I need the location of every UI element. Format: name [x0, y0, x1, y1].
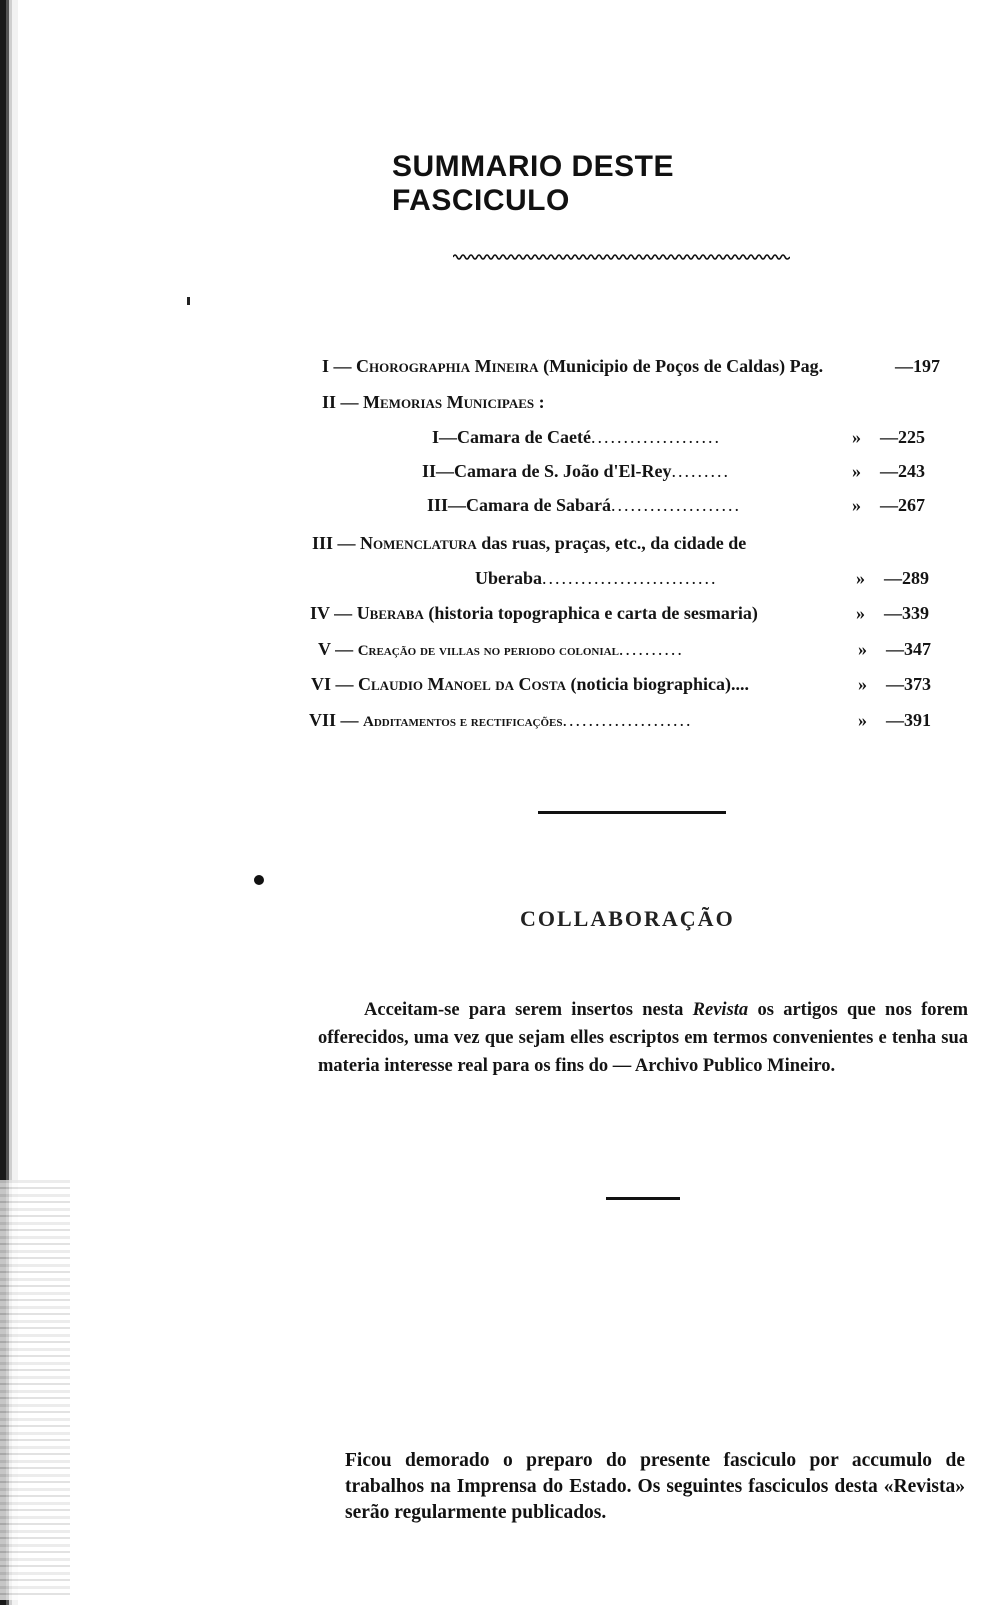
toc-ditto-mark: »	[858, 674, 867, 694]
collaboration-paragraph	[318, 996, 968, 1080]
wavy-divider	[453, 252, 790, 262]
toc-number: VII —	[309, 710, 359, 730]
toc-number: IV —	[310, 603, 353, 623]
toc-section-title: Memorias Municipaes	[363, 392, 535, 412]
toc-number: III —	[312, 533, 356, 553]
toc-subentry	[427, 495, 741, 516]
toc-page-number: —339	[884, 603, 929, 623]
toc-ditto-mark: »	[856, 568, 865, 588]
toc-ditto-mark: »	[856, 603, 865, 623]
toc-number: I —	[322, 356, 352, 376]
collaboration-text-start: Acceitam-se para serem insertos nesta	[364, 1000, 693, 1020]
toc-number: VI —	[311, 674, 354, 694]
toc-leader-dots: .........	[671, 461, 731, 481]
toc-ditto-mark: »	[858, 710, 867, 730]
toc-number: II —	[322, 392, 359, 412]
toc-number: V —	[318, 639, 354, 659]
toc-entry	[322, 392, 545, 413]
toc-ditto-mark: »	[858, 639, 867, 659]
page-title: SUMMARIO DESTE FASCICULO	[392, 150, 675, 217]
delay-notice-paragraph: Ficou demorado o preparo do presente fasciculo por accumulo de trabalhos na Imprensa do Estado. Os seguintes fasciculos desta «Revista» serão regularmente publicados.	[345, 1450, 965, 1523]
toc-section-title: Additamentos e rectificações	[363, 714, 563, 730]
toc-page-number: —373	[886, 674, 931, 694]
toc-description: :	[534, 392, 545, 412]
toc-leader-dots: ...........................	[542, 568, 718, 588]
toc-entry	[311, 674, 749, 695]
toc-subentry	[475, 568, 718, 589]
page-edge-texture	[0, 1180, 70, 1600]
toc-leader-dots: ....................	[562, 710, 693, 730]
toc-leader-dots: ....................	[590, 427, 721, 447]
toc-page-number: —391	[886, 710, 931, 730]
bullet-dot	[254, 875, 264, 885]
toc-entry	[310, 603, 758, 624]
toc-description: (historia topographica e carta de sesmaria)	[423, 603, 758, 623]
toc-leader-dots: ....................	[611, 495, 742, 515]
toc-ditto-mark: »	[852, 461, 861, 481]
collaboration-text-rest: os artigos que nos forem offerecidos, uma vez que sejam elles escriptos em termos convenientes e tenha sua materia interesse real para os fins do — Archivo Publico Mineiro.	[318, 1000, 968, 1076]
toc-ditto-mark: »	[852, 495, 861, 515]
toc-description: I—Camara de Caeté	[432, 427, 591, 447]
toc-description: Uberaba	[475, 568, 542, 588]
toc-description: das ruas, praças, etc., da cidade de	[476, 533, 747, 553]
toc-description: III—Camara de Sabará	[427, 495, 612, 515]
ink-mark	[187, 297, 190, 305]
toc-page-number: —289	[884, 568, 929, 588]
toc-page-number: —225	[880, 427, 925, 447]
toc-page-number: —197	[895, 356, 940, 376]
toc-entry	[322, 356, 823, 377]
revista-italic: Revista	[692, 1000, 749, 1020]
toc-page-number: —267	[880, 495, 925, 515]
collaboration-heading: COLLABORAÇÃO	[520, 906, 735, 931]
section-divider-short	[606, 1197, 680, 1200]
toc-page-number: —243	[880, 461, 925, 481]
toc-page-number: —347	[886, 639, 931, 659]
toc-leader-dots: ..........	[618, 639, 684, 659]
toc-section-title: Chorographia Mineira	[356, 356, 539, 376]
toc-section-title: Claudio Manoel da Costa	[358, 674, 566, 694]
toc-description: (noticia biographica)....	[565, 674, 749, 694]
toc-entry	[312, 533, 746, 554]
toc-section-title: Creação de villas no periodo colonial	[357, 643, 619, 659]
toc-section-title: Nomenclatura	[360, 533, 477, 553]
toc-ditto-mark: »	[852, 427, 861, 447]
toc-description: II—Camara de S. João d'El-Rey	[422, 461, 672, 481]
toc-subentry	[432, 427, 721, 448]
toc-entry	[318, 639, 684, 660]
toc-subentry	[422, 461, 730, 482]
toc-entry	[309, 710, 692, 731]
toc-description: (Municipio de Poços de Caldas) Pag.	[538, 356, 824, 376]
section-divider	[538, 811, 726, 814]
toc-section-title: Uberaba	[356, 603, 424, 623]
